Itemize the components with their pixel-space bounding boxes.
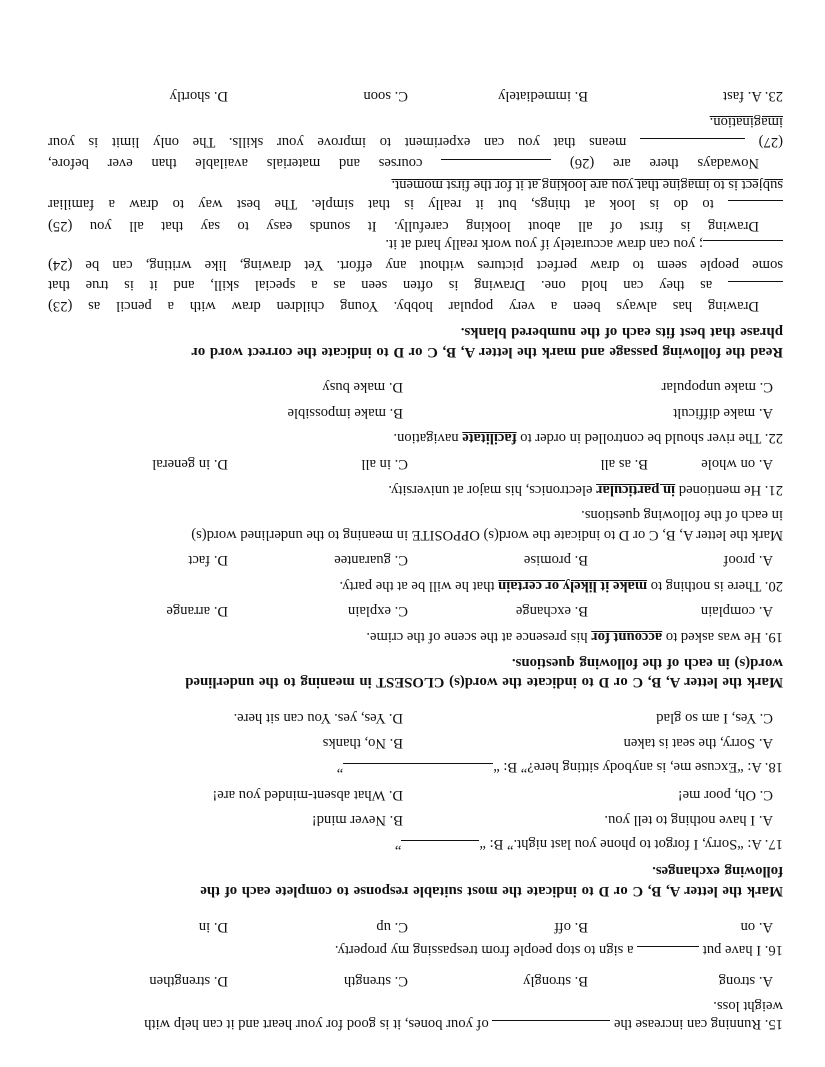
option-a[interactable]: A. make difficult bbox=[673, 404, 773, 421]
option-a[interactable]: A. complain bbox=[700, 603, 773, 620]
option-a[interactable]: A. on bbox=[740, 918, 773, 935]
question-19-text-a: 19. He was asked to bbox=[665, 629, 783, 646]
section-heading-line: Read the following passage and mark the letter A, B, C or D to indicate the correct word or bbox=[191, 343, 783, 360]
option-d[interactable]: D. fact bbox=[188, 552, 228, 569]
reading-passage bbox=[48, 111, 783, 315]
option-c[interactable]: C. explain bbox=[348, 603, 408, 620]
section-heading-exchanges bbox=[48, 861, 783, 900]
question-15-options bbox=[48, 970, 783, 990]
passage-text: courses and materials available than ever before, bbox=[47, 155, 423, 172]
option-c[interactable]: C. up bbox=[376, 918, 408, 935]
option-b[interactable]: B. make impossible bbox=[287, 404, 403, 421]
section-heading-line: following exchanges. bbox=[652, 863, 783, 880]
option-b[interactable]: B. promise bbox=[523, 552, 588, 569]
section-heading-line: Mark the letter A, B, C or D to indicate the word(s) CLOSEST in meaning to the underlined bbox=[185, 674, 783, 691]
question-21 bbox=[48, 479, 783, 499]
question-18-text-b: ” bbox=[336, 759, 344, 776]
question-18 bbox=[48, 758, 783, 778]
option-c[interactable]: C. make unpopular bbox=[661, 379, 773, 396]
question-16-text-a: 16. I have put bbox=[702, 942, 783, 959]
option-a[interactable]: A. strong bbox=[718, 972, 773, 989]
question-16-blank[interactable] bbox=[637, 946, 699, 961]
passage-line: Drawing has always been a very popular hobby. Young children draw with a pencil as (23) bbox=[48, 298, 759, 315]
worksheet-content bbox=[48, 86, 783, 1035]
option-b[interactable]: B. exchange bbox=[515, 603, 588, 620]
question-19 bbox=[48, 627, 783, 647]
question-18-blank[interactable] bbox=[343, 763, 493, 778]
passage-line bbox=[48, 153, 783, 175]
option-a[interactable]: A. on whole bbox=[701, 455, 773, 472]
option-d[interactable]: D. shortly bbox=[169, 88, 228, 105]
question-21-text-a: 21. He mentioned bbox=[678, 481, 783, 498]
option-d[interactable]: D. What absent-minded you are! bbox=[212, 786, 403, 803]
question-17-options-row-1 bbox=[48, 810, 783, 830]
section-heading-line: in each of the following questions. bbox=[581, 507, 783, 524]
passage-text: (27) bbox=[758, 133, 783, 150]
passage-line: subject is to imagine that you are looking at it for the first moment. bbox=[391, 176, 783, 193]
passage-text: as they can hold one. Drawing is often seen as a special skill, and it is true that bbox=[48, 276, 713, 293]
question-22-options-row-1 bbox=[48, 402, 783, 422]
option-c[interactable]: C. Yes, I am so glad bbox=[656, 709, 773, 726]
blank-24[interactable] bbox=[703, 240, 783, 255]
option-c[interactable]: C. Oh, poor me! bbox=[677, 786, 773, 803]
passage-line bbox=[48, 194, 783, 216]
question-18-options-row-1 bbox=[48, 733, 783, 753]
question-20-underlined: make it likely or certain bbox=[498, 577, 648, 594]
option-d[interactable]: D. in bbox=[198, 918, 228, 935]
question-22-options-row-2 bbox=[48, 377, 783, 397]
option-c[interactable]: C. in all bbox=[361, 455, 408, 472]
option-c[interactable]: C. strength bbox=[343, 972, 408, 989]
option-d[interactable]: D. arrange bbox=[166, 603, 228, 620]
question-19-underlined: account for bbox=[591, 629, 663, 646]
question-23-options bbox=[48, 86, 783, 106]
option-b[interactable]: B. immediately bbox=[498, 88, 588, 105]
option-d[interactable]: D. make busy bbox=[322, 379, 403, 396]
option-a[interactable]: A. I have nothing to tell you. bbox=[604, 812, 773, 829]
question-16-text-b: a sign to stop people from trespassing my property. bbox=[334, 942, 634, 959]
question-15-text-a: 15. Running can increase the bbox=[614, 1016, 783, 1032]
passage-line: some people seem to draw perfect pictures without any effort. Yet drawing, like writing, can be (24) bbox=[48, 257, 783, 274]
blank-27[interactable] bbox=[640, 138, 745, 153]
passage-text: means that you can experiment to improve your skills. The only limit is your bbox=[48, 133, 627, 150]
question-21-text-b: electronics, his major at university. bbox=[388, 481, 593, 498]
question-21-options bbox=[48, 453, 783, 473]
option-a[interactable]: A. Sorry, the seat is taken bbox=[623, 735, 773, 752]
passage-line bbox=[48, 235, 783, 255]
question-22-text-b: navigation. bbox=[393, 430, 459, 447]
question-15-text-b: of your bones, it is good for your heart and it can help with bbox=[144, 1016, 489, 1032]
question-17 bbox=[48, 835, 783, 855]
option-b[interactable]: B. No, thanks bbox=[322, 735, 403, 752]
section-heading-line: word(s) in each of the following questions. bbox=[511, 654, 783, 671]
question-20 bbox=[48, 575, 783, 595]
passage-text: to do is look at things, but it really is that simple. The best way to draw a familiar bbox=[48, 196, 714, 213]
passage-line: Drawing is first of all about looking carefully. It sounds easy to say that all you (25) bbox=[48, 218, 759, 234]
passage-text: ; you can draw accurately if you work really hard at it. bbox=[385, 235, 703, 252]
question-15-continuation: weight loss. bbox=[713, 998, 783, 1015]
option-d[interactable]: D. in general bbox=[152, 455, 228, 472]
question-17-options-row-2 bbox=[48, 784, 783, 804]
question-15 bbox=[48, 1015, 783, 1035]
question-17-text-a: 17. A: “Sorry, I forgot to phone you last night.” B: “ bbox=[479, 835, 783, 852]
blank-23[interactable] bbox=[728, 281, 783, 296]
passage-line bbox=[48, 131, 783, 153]
question-16 bbox=[48, 942, 783, 962]
passage-line bbox=[48, 274, 783, 296]
option-d[interactable]: D. Yes, yes. You can sit here. bbox=[233, 709, 403, 726]
blank-26[interactable] bbox=[441, 159, 551, 174]
section-heading-line: Mark the letter A, B, C or D to indicate the most suitable response to complete each of the bbox=[200, 883, 783, 900]
question-22-underlined: facilitate bbox=[462, 430, 517, 447]
option-b[interactable]: B. off bbox=[554, 918, 588, 935]
question-20-options bbox=[48, 550, 783, 570]
question-21-underlined: in particular bbox=[596, 481, 676, 498]
section-heading-opposite bbox=[48, 505, 783, 544]
option-b[interactable]: B. Never mind! bbox=[311, 812, 403, 829]
blank-25[interactable] bbox=[728, 200, 783, 215]
section-heading-passage bbox=[48, 321, 783, 360]
question-15-blank[interactable] bbox=[492, 1020, 610, 1035]
question-17-blank[interactable] bbox=[401, 840, 479, 855]
question-19-options bbox=[48, 601, 783, 621]
section-heading-closest bbox=[48, 652, 783, 691]
option-c[interactable]: C. guarantee bbox=[334, 552, 408, 569]
question-20-text-b: that he will be at the party. bbox=[339, 577, 495, 594]
passage-line: imagination. bbox=[709, 114, 783, 131]
option-b[interactable]: B. strongly bbox=[523, 972, 588, 989]
section-heading-line: Mark the letter A, B, C or D to indicate the word(s) OPPOSITE in meaning to the underlined word(s) bbox=[191, 526, 783, 543]
option-d[interactable]: D. strengthen bbox=[149, 972, 228, 989]
question-22-text-a: 22. The river should be controlled in order to bbox=[520, 430, 783, 447]
question-19-text-b: his presence at the scene of the crime. bbox=[366, 629, 588, 646]
option-a[interactable]: 23. A. fast bbox=[723, 88, 783, 105]
section-heading-line: phrase that best fits each of the numbered blanks. bbox=[460, 323, 783, 340]
option-b[interactable]: B. as all bbox=[600, 455, 648, 472]
question-17-text-b: ” bbox=[394, 835, 402, 852]
option-c[interactable]: C. soon bbox=[363, 88, 408, 105]
question-18-text-a: 18. A: “Excuse me, is anybody sitting here?” B: “ bbox=[493, 759, 783, 776]
question-16-options bbox=[48, 916, 783, 936]
passage-text: Nowadays there are (26) bbox=[569, 155, 759, 172]
option-a[interactable]: A. proof bbox=[723, 552, 773, 569]
question-22 bbox=[48, 428, 783, 448]
question-20-text-a: 20. There is nothing to bbox=[650, 577, 783, 594]
question-18-options-row-2 bbox=[48, 707, 783, 727]
